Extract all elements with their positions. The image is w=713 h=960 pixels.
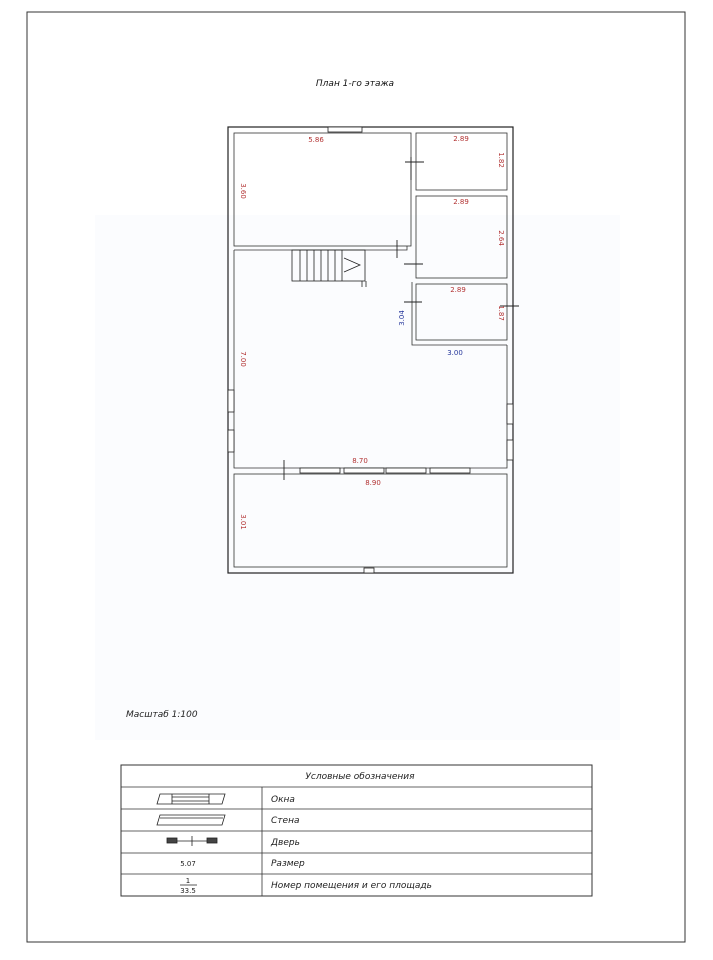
plan-title: План 1-го этажа <box>315 79 395 89</box>
dim-small3-width: 2.89 <box>450 286 466 294</box>
dim-small1-width: 2.89 <box>453 135 469 143</box>
wall-symbol-icon <box>157 815 225 825</box>
background-tint <box>95 215 620 740</box>
dim-corridor-height: 3.04 <box>398 310 406 326</box>
dim-terrace-height: 3.01 <box>239 514 247 530</box>
dim-small1-height: 1.82 <box>497 152 505 168</box>
dim-terrace-width: 8.90 <box>365 479 381 487</box>
legend-item-windows: Окна <box>271 795 295 805</box>
dim-top-left-width: 5.86 <box>308 136 324 144</box>
legend-size-symbol: 5.07 <box>180 860 196 868</box>
dim-corridor-width: 3.00 <box>447 349 463 357</box>
legend-table <box>121 765 592 896</box>
dim-small3-height: 1.87 <box>497 305 505 321</box>
window-symbol-icon <box>157 794 225 804</box>
legend-room-number: 1 <box>185 877 191 885</box>
legend-title: Условные обозначения <box>305 772 415 782</box>
dim-small2-width: 2.89 <box>453 198 469 206</box>
scale-label: Масштаб 1:100 <box>126 710 198 720</box>
dim-hall-width: 8.70 <box>352 457 368 465</box>
dim-top-left-height: 3.60 <box>239 183 247 199</box>
door-symbol-icon <box>167 836 217 846</box>
legend-item-room-number: Номер помещения и его площадь <box>271 881 432 891</box>
legend-item-wall: Стена <box>271 816 300 826</box>
legend-room-area: 33.5 <box>180 887 196 895</box>
dim-small2-height: 2.64 <box>497 230 505 246</box>
dim-hall-height: 7.00 <box>239 351 247 367</box>
legend-item-size: Размер <box>271 859 305 869</box>
legend-item-door: Дверь <box>271 838 300 848</box>
